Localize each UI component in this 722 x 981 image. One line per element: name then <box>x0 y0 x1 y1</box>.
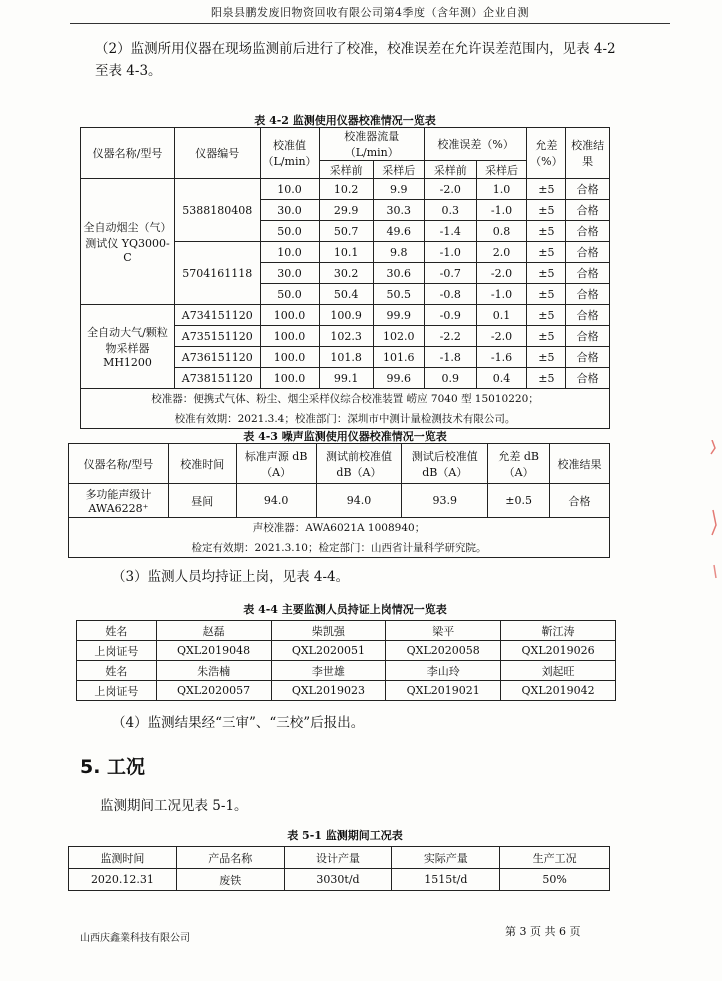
table-4-3-caption: 表 4-3 噪声监测使用仪器校准情况一览表 <box>243 430 447 443</box>
cell-error-after: 0.8 <box>476 221 527 242</box>
cell-cal: 50.0 <box>260 221 319 242</box>
header-calibration-time: 校准时间 <box>168 444 236 484</box>
cell-error-after: -1.0 <box>476 284 527 305</box>
cell-error-before: 0.9 <box>424 368 476 389</box>
cell-result: 合格 <box>566 305 610 326</box>
cell-error-before: -2.2 <box>424 326 476 347</box>
cell-result: 合格 <box>566 179 610 200</box>
cell-error-before: -0.8 <box>424 284 476 305</box>
instrument-group-2-name: 全自动大气/颗粒物采样器 MH1200 <box>81 305 175 389</box>
table-5-1 <box>68 846 610 891</box>
cell-actual-output: 1515t/d <box>392 869 500 891</box>
person-name: 赵磊 <box>156 621 271 641</box>
cell-allowance: ±5 <box>527 326 566 347</box>
cell-allowance: ±5 <box>527 347 566 368</box>
cert-number: QXL2019048 <box>156 641 271 661</box>
cell-result: 合格 <box>566 368 610 389</box>
cell-allowance: ±5 <box>527 179 566 200</box>
cell-result: 合格 <box>566 284 610 305</box>
table-4-2-note-validity: 校准有效期：2021.3.4；校准部门：深圳市中测计量检测技术有限公司。 <box>81 409 610 429</box>
page-header: 阳泉县鹏发废旧物资回收有限公司第4季度（含年测）企业自测 <box>70 4 670 24</box>
header-allowance: 允差 dB（A） <box>488 444 550 484</box>
cell-flow-before: 102.3 <box>319 326 373 347</box>
person-name: 李山玲 <box>386 661 501 681</box>
person-name: 柴凯强 <box>271 621 386 641</box>
header-flow-before: 采样前 <box>319 161 373 179</box>
cell-error-after: -1.0 <box>476 200 527 221</box>
cert-number: QXL2019026 <box>501 641 616 661</box>
cert-number: QXL2020058 <box>386 641 501 661</box>
paragraph-personnel: （3）监测人员均持证上岗，见表 4-4。 <box>112 569 350 585</box>
cell-flow-before: 100.9 <box>319 305 373 326</box>
paragraph-calibration: （2）监测所用仪器在现场监测前后进行了校准，校准误差在允许误差范围内，见表 4-2 至表 4-3。 <box>95 41 616 79</box>
cell-flow-after: 30.6 <box>373 263 424 284</box>
cell-result: 合格 <box>566 326 610 347</box>
cell-product-name: 废铁 <box>176 869 284 891</box>
cell-cal: 100.0 <box>260 347 319 368</box>
label-name: 姓名 <box>77 621 157 641</box>
person-name: 靳江涛 <box>501 621 616 641</box>
header-calibration-error: 校准误差（%） <box>424 128 526 161</box>
cell-error-before: 0.3 <box>424 200 476 221</box>
cell-allowance: ±5 <box>527 263 566 284</box>
header-flow-after: 采样后 <box>373 161 424 179</box>
person-name: 李世雄 <box>271 661 386 681</box>
red-stamp-mark <box>708 440 718 580</box>
cell-cal: 100.0 <box>260 368 319 389</box>
instrument-id: A735151120 <box>174 326 260 347</box>
cell-error-after: -2.0 <box>476 326 527 347</box>
paragraph-review: （4）监测结果经“三审”、“三校”后报出。 <box>112 715 365 731</box>
cell-design-output: 3030t/d <box>284 869 392 891</box>
cell-error-before: -1.4 <box>424 221 476 242</box>
cell-error-before: -1.8 <box>424 347 476 368</box>
cell-flow-after: 30.3 <box>373 200 424 221</box>
cell-error-after: -2.0 <box>476 263 527 284</box>
instrument-id: A734151120 <box>174 305 260 326</box>
cell-result: 合格 <box>566 263 610 284</box>
person-name: 梁平 <box>386 621 501 641</box>
cell-before: 94.0 <box>316 484 402 518</box>
header-design-output: 设计产量 <box>284 847 392 869</box>
cell-cal: 10.0 <box>260 179 319 200</box>
cell-cal: 30.0 <box>260 263 319 284</box>
cell-result: 合格 <box>566 347 610 368</box>
instrument-id: 5388180408 <box>174 179 260 242</box>
cell-error-before: -0.9 <box>424 305 476 326</box>
footer-page-number: 第 3 页 共 6 页 <box>505 925 581 938</box>
cell-after: 93.9 <box>402 484 488 518</box>
cell-result: 合格 <box>550 484 610 518</box>
cell-error-after: -1.6 <box>476 347 527 368</box>
instrument-id: A736151120 <box>174 347 260 368</box>
footer-company: 山西庆鑫業科技有限公司 <box>80 933 190 944</box>
cert-number: QXL2019021 <box>386 681 501 701</box>
header-instrument-name: 仪器名称/型号 <box>69 444 169 484</box>
cell-result: 合格 <box>566 200 610 221</box>
header-before-value: 测试前校准值 dB（A） <box>316 444 402 484</box>
table-5-1-caption: 表 5-1 监测期间工况表 <box>287 829 403 842</box>
cell-allowance: ±5 <box>527 200 566 221</box>
table-4-4 <box>76 620 616 701</box>
header-after-value: 测试后校准值 dB（A） <box>402 444 488 484</box>
cell-flow-after: 102.0 <box>373 326 424 347</box>
cell-allowance: ±0.5 <box>488 484 550 518</box>
cert-number: QXL2020057 <box>156 681 271 701</box>
cell-flow-before: 30.2 <box>319 263 373 284</box>
table-4-2 <box>80 127 610 429</box>
header-product-name: 产品名称 <box>176 847 284 869</box>
cell-flow-after: 9.9 <box>373 179 424 200</box>
cell-flow-before: 29.9 <box>319 200 373 221</box>
paragraph-conditions: 监测期间工况见表 5-1。 <box>100 798 248 814</box>
cell-cal: 50.0 <box>260 284 319 305</box>
cell-flow-before: 101.8 <box>319 347 373 368</box>
cell-standard: 94.0 <box>236 484 316 518</box>
header-actual-output: 实际产量 <box>392 847 500 869</box>
cell-error-after: 2.0 <box>476 242 527 263</box>
cell-flow-before: 99.1 <box>319 368 373 389</box>
cell-allowance: ±5 <box>527 305 566 326</box>
table-4-3-note-calibrator: 声校准器：AWA6021A 1008940； <box>69 518 610 538</box>
header-instrument-name: 仪器名称/型号 <box>81 128 175 179</box>
label-cert: 上岗证号 <box>77 641 157 661</box>
cell-error-after: 0.4 <box>476 368 527 389</box>
header-monitor-time: 监测时间 <box>69 847 177 869</box>
cell-flow-before: 10.2 <box>319 179 373 200</box>
cell-flow-after: 99.6 <box>373 368 424 389</box>
instrument-id: 5704161118 <box>174 242 260 305</box>
cell-flow-after: 50.5 <box>373 284 424 305</box>
cell-result: 合格 <box>566 221 610 242</box>
cert-number: QXL2020051 <box>271 641 386 661</box>
table-4-3-note-validity: 检定有效期：2021.3.10；检定部门：山西省计量科学研究院。 <box>69 538 610 558</box>
person-name: 刘起旺 <box>501 661 616 681</box>
header-result: 校准结果 <box>566 128 610 179</box>
cell-time: 昼间 <box>168 484 236 518</box>
cell-error-before: -0.7 <box>424 263 476 284</box>
cell-cal: 10.0 <box>260 242 319 263</box>
cell-flow-after: 99.9 <box>373 305 424 326</box>
cell-result: 合格 <box>566 242 610 263</box>
cell-flow-after: 101.6 <box>373 347 424 368</box>
table-4-3 <box>68 443 610 558</box>
cell-flow-after: 49.6 <box>373 221 424 242</box>
header-result: 校准结果 <box>550 444 610 484</box>
section-5-heading: 5. 工况 <box>80 756 146 778</box>
header-production-condition: 生产工况 <box>500 847 610 869</box>
header-instrument-id: 仪器编号 <box>174 128 260 179</box>
header-error-before: 采样前 <box>424 161 476 179</box>
header-calibrator-flow: 校准器流量（L/min） <box>319 128 424 161</box>
cell-flow-before: 50.7 <box>319 221 373 242</box>
instrument-group-1-name: 全自动烟尘（气）测试仪 YQ3000-C <box>81 179 175 305</box>
cell-allowance: ±5 <box>527 368 566 389</box>
instrument-name: 多功能声级计 AWA6228⁺ <box>69 484 169 518</box>
header-standard-source: 标准声源 dB（A） <box>236 444 316 484</box>
cell-cal: 100.0 <box>260 326 319 347</box>
table-4-4-caption: 表 4-4 主要监测人员持证上岗情况一览表 <box>243 603 447 616</box>
cell-flow-before: 50.4 <box>319 284 373 305</box>
cell-error-before: -2.0 <box>424 179 476 200</box>
table-4-2-caption: 表 4-2 监测使用仪器校准情况一览表 <box>254 114 436 127</box>
cert-number: QXL2019023 <box>271 681 386 701</box>
cell-flow-before: 10.1 <box>319 242 373 263</box>
header-calibration-value: 校准值（L/min） <box>260 128 319 179</box>
cell-cal: 30.0 <box>260 200 319 221</box>
label-cert: 上岗证号 <box>77 681 157 701</box>
table-4-2-note-calibrator: 校准器：便携式气体、粉尘、烟尘采样仪综合校准装置 崂应 7040 型 15010220； <box>81 389 610 409</box>
cell-allowance: ±5 <box>527 242 566 263</box>
cell-monitor-time: 2020.12.31 <box>69 869 177 891</box>
cell-allowance: ±5 <box>527 284 566 305</box>
cell-production-condition: 50% <box>500 869 610 891</box>
cell-error-after: 0.1 <box>476 305 527 326</box>
instrument-id: A738151120 <box>174 368 260 389</box>
cell-error-before: -1.0 <box>424 242 476 263</box>
header-allowance: 允差（%） <box>527 128 566 179</box>
header-error-after: 采样后 <box>476 161 527 179</box>
cell-flow-after: 9.8 <box>373 242 424 263</box>
cert-number: QXL2019042 <box>501 681 616 701</box>
cell-allowance: ±5 <box>527 221 566 242</box>
cell-cal: 100.0 <box>260 305 319 326</box>
cell-error-after: 1.0 <box>476 179 527 200</box>
person-name: 朱浩楠 <box>156 661 271 681</box>
label-name: 姓名 <box>77 661 157 681</box>
